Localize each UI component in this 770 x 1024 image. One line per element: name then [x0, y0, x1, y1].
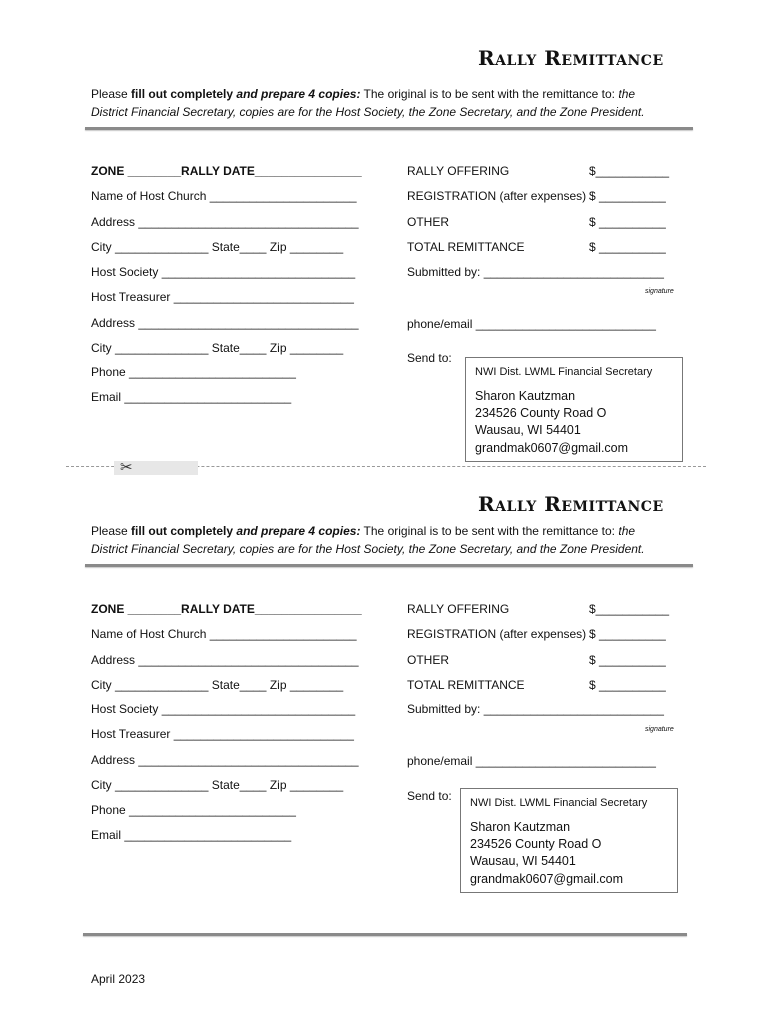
recipient-name: Sharon Kautzman: [475, 389, 576, 403]
send-to-address-box: [460, 788, 678, 893]
host-church-field[interactable]: Name of Host Church ______________________: [91, 627, 357, 641]
recipient-title: NWI Dist. LWML Financial Secretary: [470, 797, 648, 809]
signature-caption: signature: [645, 288, 674, 295]
zone-rally-date-field[interactable]: ZONE ________RALLY DATE________________: [91, 602, 362, 616]
section-divider: [85, 564, 693, 567]
host-church-field[interactable]: Name of Host Church ______________________: [91, 189, 357, 203]
recipient-street: 234526 County Road O: [475, 406, 607, 420]
other-label: OTHER: [407, 215, 449, 229]
total-remittance-label: TOTAL REMITTANCE: [407, 678, 525, 692]
zone-rally-date-field[interactable]: ZONE ________RALLY DATE________________: [91, 164, 362, 178]
footer-date: April 2023: [91, 972, 146, 986]
recipient-street: 234526 County Road O: [470, 837, 602, 851]
phone-email-field[interactable]: phone/email ___________________________: [407, 754, 656, 768]
rally-offering-amount[interactable]: $___________: [589, 164, 670, 178]
recipient-title: NWI Dist. LWML Financial Secretary: [475, 366, 653, 378]
registration-label: REGISTRATION (after expenses): [407, 189, 587, 203]
other-amount[interactable]: $ __________: [589, 653, 666, 667]
submitted-by-field[interactable]: Submitted by: ___________________________: [407, 702, 664, 716]
bottom-divider: [83, 933, 687, 936]
rally-offering-label: RALLY OFFERING: [407, 602, 510, 616]
form-title: Rally Remittance: [478, 492, 664, 516]
registration-amount[interactable]: $ __________: [589, 627, 666, 641]
recipient-email: grandmak0607@gmail.com: [475, 441, 629, 455]
recipient-city: Wausau, WI 54401: [470, 854, 576, 868]
other-label: OTHER: [407, 653, 449, 667]
form-instructions: Please fill out completely and prepare 4 copies: The original is to be sent with the remittance to: the District Financial Secretary, copies are for the Host Society, the Zone Secretary, and the Zone President.: [91, 524, 645, 556]
treasurer-city-state-zip-field[interactable]: City ______________ State____ Zip ________: [91, 778, 344, 792]
scissors-icon: ✂: [120, 459, 133, 476]
city-state-zip-field[interactable]: City ______________ State____ Zip ________: [91, 678, 344, 692]
city-state-zip-field[interactable]: City ______________ State____ Zip ________: [91, 240, 344, 254]
phone-field[interactable]: Phone _________________________: [91, 365, 296, 379]
form-title: Rally Remittance: [478, 46, 664, 70]
total-remittance-amount[interactable]: $ __________: [589, 240, 666, 254]
send-to-label: Send to:: [407, 351, 452, 365]
phone-field[interactable]: Phone _________________________: [91, 803, 296, 817]
form-instructions: Please fill out completely and prepare 4 copies: The original is to be sent with the remittance to: the District Financial Secretary, copies are for the Host Society, the Zone Secretary, and the Zone President.: [91, 87, 645, 119]
phone-email-field[interactable]: phone/email ___________________________: [407, 317, 656, 331]
address-field[interactable]: Address _________________________________: [91, 215, 359, 229]
email-field[interactable]: Email _________________________: [91, 828, 292, 842]
other-amount[interactable]: $ __________: [589, 215, 666, 229]
treasurer-city-state-zip-field[interactable]: City ______________ State____ Zip ________: [91, 341, 344, 355]
host-treasurer-field[interactable]: Host Treasurer ___________________________: [91, 290, 354, 304]
address-field[interactable]: Address _________________________________: [91, 653, 359, 667]
email-field[interactable]: Email _________________________: [91, 390, 292, 404]
total-remittance-label: TOTAL REMITTANCE: [407, 240, 525, 254]
treasurer-address-field[interactable]: Address _________________________________: [91, 753, 359, 767]
send-to-label: Send to:: [407, 789, 452, 803]
total-remittance-amount[interactable]: $ __________: [589, 678, 666, 692]
host-treasurer-field[interactable]: Host Treasurer ___________________________: [91, 727, 354, 741]
rally-offering-amount[interactable]: $___________: [589, 602, 670, 616]
registration-label: REGISTRATION (after expenses): [407, 627, 587, 641]
host-society-field[interactable]: Host Society _____________________________: [91, 265, 356, 279]
recipient-name: Sharon Kautzman: [470, 820, 571, 834]
treasurer-address-field[interactable]: Address _________________________________: [91, 316, 359, 330]
recipient-email: grandmak0607@gmail.com: [470, 872, 624, 886]
section-divider: [85, 127, 693, 130]
registration-amount[interactable]: $ __________: [589, 189, 666, 203]
send-to-address-box: [465, 357, 683, 462]
host-society-field[interactable]: Host Society _____________________________: [91, 702, 356, 716]
recipient-city: Wausau, WI 54401: [475, 423, 581, 437]
rally-offering-label: RALLY OFFERING: [407, 164, 510, 178]
scissors-marker: [114, 461, 198, 475]
signature-caption: signature: [645, 726, 674, 733]
submitted-by-field[interactable]: Submitted by: ___________________________: [407, 265, 664, 279]
